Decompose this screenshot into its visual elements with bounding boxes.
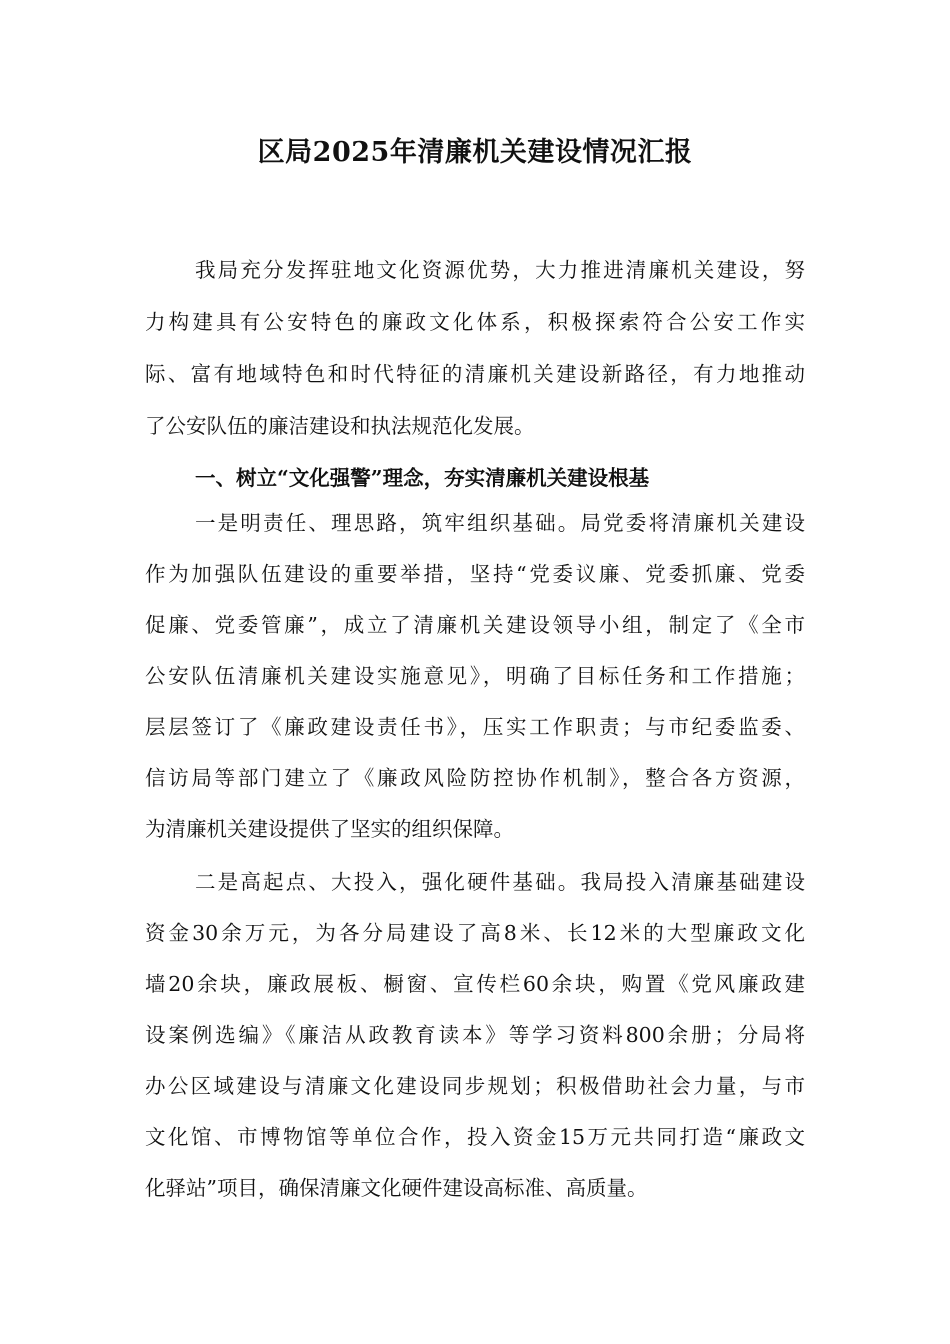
- document-title: 区局2025年清廉机关建设情况汇报: [257, 137, 693, 168]
- text-line: 信访局等部门建立了《廉政风险防控协作机制》，整合各方资源，: [145, 766, 805, 790]
- text-line: 促廉、党委管廉”，成立了清廉机关建设领导小组，制定了《全市: [145, 613, 805, 637]
- text-line: 设案例选编》《廉洁从政教育读本》等学习资料800余册；分局将: [145, 1023, 805, 1047]
- text-line: 力构建具有公安特色的廉政文化体系，积极探索符合公安工作实: [145, 310, 805, 334]
- text-line: 墙20余块，廉政展板、橱窗、宣传栏60余块，购置《党风廉政建: [145, 972, 805, 996]
- text-line: 了公安队伍的廉洁建设和执法规范化发展。: [145, 414, 535, 438]
- text-line: 化驿站”项目，确保清廉文化硬件建设高标准、高质量。: [145, 1176, 648, 1200]
- text-line: 为清廉机关建设提供了坚实的组织保障。: [145, 817, 514, 841]
- text-line: 我局充分发挥驻地文化资源优势，大力推进清廉机关建设，努: [195, 258, 805, 282]
- text-line: 一是明责任、理思路，筑牢组织基础。局党委将清廉机关建设: [195, 511, 805, 535]
- text-line: 层层签订了《廉政建设责任书》，压实工作职责；与市纪委监委、: [145, 715, 805, 739]
- text-line: 办公区域建设与清廉文化建设同步规划；积极借助社会力量，与市: [145, 1074, 805, 1098]
- text-line: 文化馆、市博物馆等单位合作，投入资金15万元共同打造“廉政文: [145, 1125, 805, 1149]
- section-heading: 一、树立“文化强警”理念，夯实清廉机关建设根基: [195, 466, 650, 490]
- text-line: 公安队伍清廉机关建设实施意见》，明确了目标任务和工作措施；: [145, 664, 805, 688]
- text-line: 资金30余万元，为各分局建设了高8米、长12米的大型廉政文化: [145, 921, 805, 945]
- text-line: 际、富有地域特色和时代特征的清廉机关建设新路径，有力地推动: [145, 362, 805, 386]
- text-line: 二是高起点、大投入，强化硬件基础。我局投入清廉基础建设: [195, 870, 805, 894]
- text-line: 作为加强队伍建设的重要举措，坚持“党委议廉、党委抓廉、党委: [145, 562, 805, 586]
